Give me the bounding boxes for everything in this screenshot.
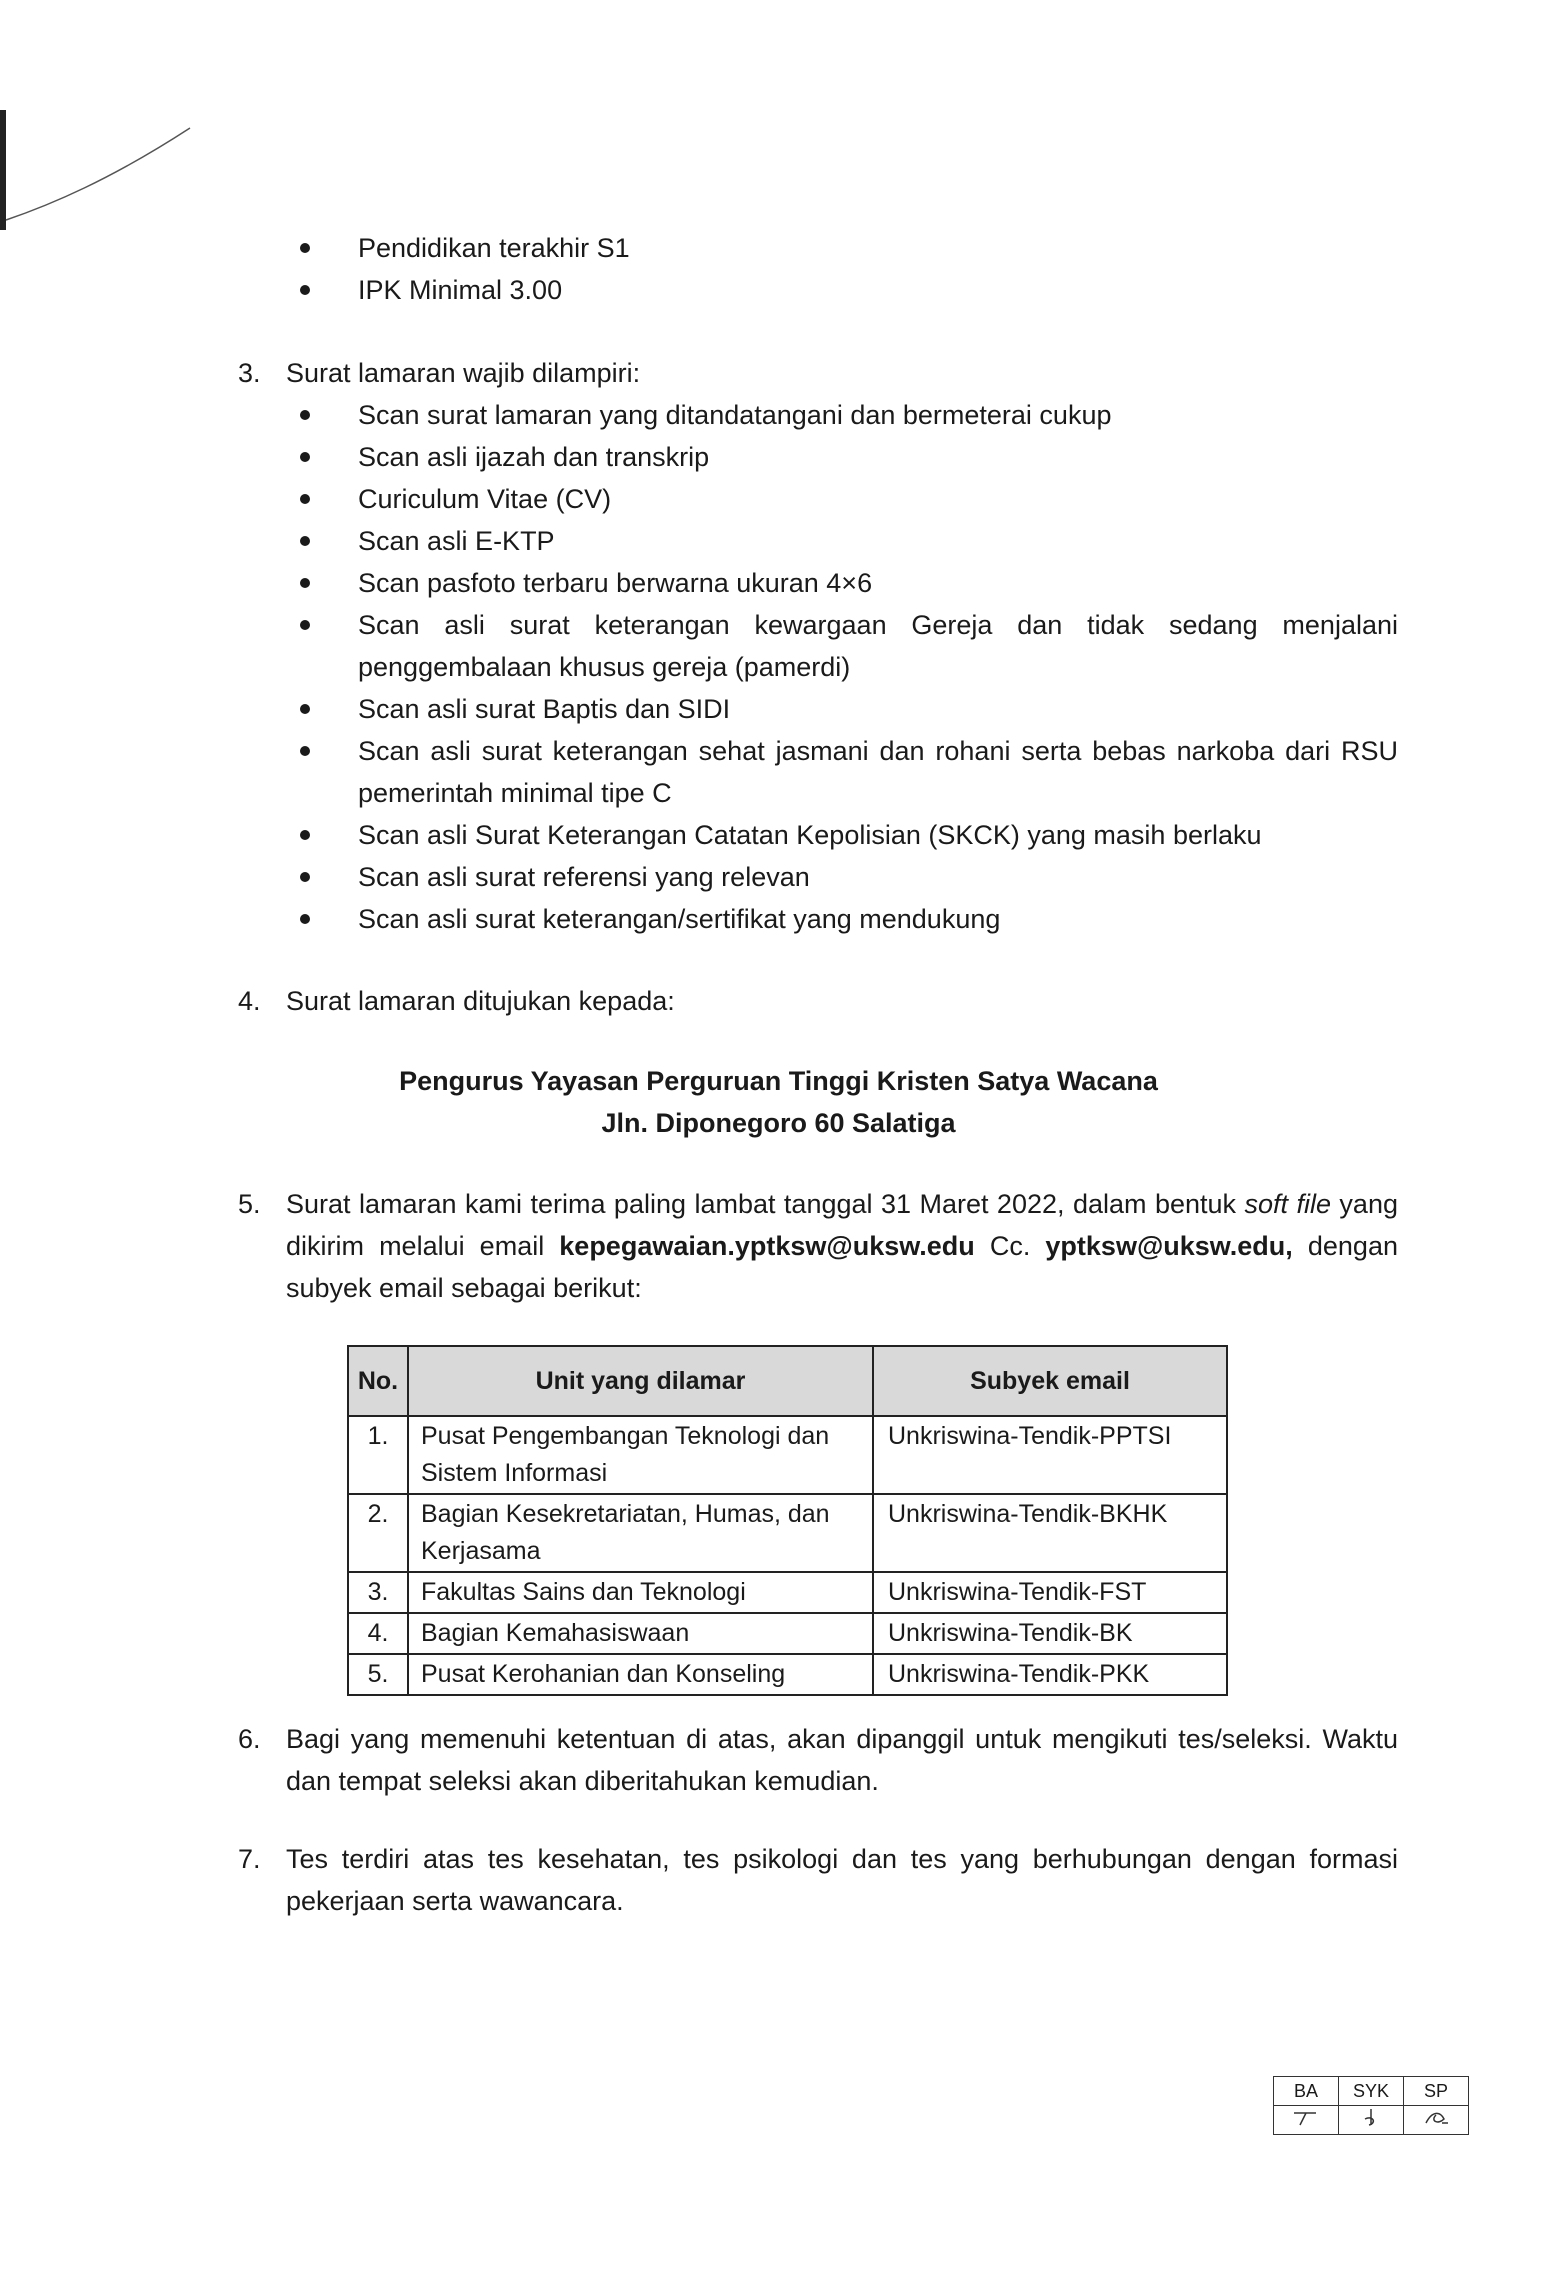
item-text: Surat lamaran ditujukan kepada: (286, 986, 675, 1016)
item-4 (238, 980, 1398, 1022)
cell-no: 2. (348, 1494, 408, 1572)
table-row (348, 1494, 1227, 1572)
item-7 (238, 1838, 1398, 1922)
list-item: Scan asli surat referensi yang relevan (300, 856, 1398, 898)
text-run: dengan subyek email sebagai berikut: (286, 1231, 1398, 1303)
cell-unit: Pusat Pengembangan Teknologi dan Sistem Informasi (408, 1416, 873, 1494)
table-row (348, 1613, 1227, 1654)
list-item: Scan asli ijazah dan transkrip (300, 436, 1398, 478)
list-item: Scan asli Surat Keterangan Catatan Kepolisian (SKCK) yang masih berlaku (300, 814, 1398, 856)
item-text: Bagi yang memenuhi ketentuan di atas, akan dipanggil untuk mengikuti tes/seleksi. Waktu dan tempat seleksi akan diberitahukan kemudian. (286, 1724, 1398, 1796)
email-address: yptksw@uksw.edu, (1045, 1231, 1293, 1261)
list-item: Scan asli E-KTP (300, 520, 1398, 562)
email-address: kepegawaian.yptksw@uksw.edu (559, 1231, 975, 1261)
column-header-subject: Subyek email (873, 1346, 1227, 1416)
list-item: Curiculum Vitae (CV) (300, 478, 1398, 520)
cell-subject: Unkriswina-Tendik-PKK (873, 1654, 1227, 1695)
initials-signature (1339, 2106, 1404, 2135)
cell-subject: Unkriswina-Tendik-BK (873, 1613, 1227, 1654)
initials-signature (1274, 2106, 1339, 2135)
cell-unit: Bagian Kesekretariatan, Humas, dan Kerjasama (408, 1494, 873, 1572)
initials-signature-row (1274, 2106, 1469, 2135)
table-row (348, 1654, 1227, 1695)
unit-subject-table (347, 1345, 1228, 1696)
list-item: Scan asli surat keterangan kewargaan Gereja dan tidak sedang menjalani penggembalaan khusus gereja (pamerdi) (300, 604, 1398, 688)
list-item: Scan asli surat keterangan/sertifikat yang mendukung (300, 898, 1398, 940)
cell-unit: Pusat Kerohanian dan Konseling (408, 1654, 873, 1695)
initials-label: BA (1274, 2077, 1339, 2106)
cell-subject: Unkriswina-Tendik-PPTSI (873, 1416, 1227, 1494)
column-header-no: No. (348, 1346, 408, 1416)
item-number: 5. (238, 1189, 261, 1219)
list-item: Scan surat lamaran yang ditandatangani dan bermeterai cukup (300, 394, 1398, 436)
item-number: 3. (238, 358, 261, 388)
text-run: Surat lamaran kami terima paling lambat tanggal 31 Maret 2022, dalam bentuk (286, 1189, 1245, 1219)
list-item: Scan asli surat Baptis dan SIDI (300, 688, 1398, 730)
initials-label: SP (1404, 2077, 1469, 2106)
item-6 (238, 1718, 1398, 1802)
table-row (348, 1416, 1227, 1494)
text-run: Cc. (974, 1231, 1046, 1261)
item-text: Tes terdiri atas tes kesehatan, tes psikologi dan tes yang berhubungan dengan formasi pekerjaan serta wawancara. (286, 1844, 1398, 1916)
item-text (286, 1183, 1398, 1309)
cell-no: 3. (348, 1572, 408, 1613)
table-row (348, 1572, 1227, 1613)
cell-unit: Bagian Kemahasiswaan (408, 1613, 873, 1654)
cell-unit: Fakultas Sains dan Teknologi (408, 1572, 873, 1613)
list-item: Pendidikan terakhir S1 (300, 227, 630, 269)
cell-no: 1. (348, 1416, 408, 1494)
item-3 (238, 352, 1398, 394)
addressee-block (0, 1060, 1557, 1144)
initials-box (1273, 2076, 1469, 2135)
text-run-italic: soft file (1244, 1189, 1331, 1219)
addressee-line: Jln. Diponegoro 60 Salatiga (601, 1108, 956, 1138)
top-bullet-list (300, 227, 630, 311)
item-number: 6. (238, 1724, 261, 1754)
table-header-row (348, 1346, 1227, 1416)
item-number: 4. (238, 986, 261, 1016)
cell-no: 4. (348, 1613, 408, 1654)
cell-no: 5. (348, 1654, 408, 1695)
column-header-unit: Unit yang dilamar (408, 1346, 873, 1416)
initials-label-row (1274, 2077, 1469, 2106)
item-number: 7. (238, 1844, 261, 1874)
list-item: Scan pasfoto terbaru berwarna ukuran 4×6 (300, 562, 1398, 604)
addressee-line: Pengurus Yayasan Perguruan Tinggi Kristen Satya Wacana (399, 1066, 1158, 1096)
initials-signature (1404, 2106, 1469, 2135)
list-item: IPK Minimal 3.00 (300, 269, 630, 311)
list-item: Scan asli surat keterangan sehat jasmani dan rohani serta bebas narkoba dari RSU pemerintah minimal tipe C (300, 730, 1398, 814)
attachment-bullet-list (300, 394, 1398, 940)
text-run: yang dikirim melalui email (286, 1189, 1398, 1261)
cell-subject: Unkriswina-Tendik-BKHK (873, 1494, 1227, 1572)
item-5 (238, 1183, 1398, 1309)
initials-label: SYK (1339, 2077, 1404, 2106)
item-text: Surat lamaran wajib dilampiri: (286, 358, 641, 388)
cell-subject: Unkriswina-Tendik-FST (873, 1572, 1227, 1613)
